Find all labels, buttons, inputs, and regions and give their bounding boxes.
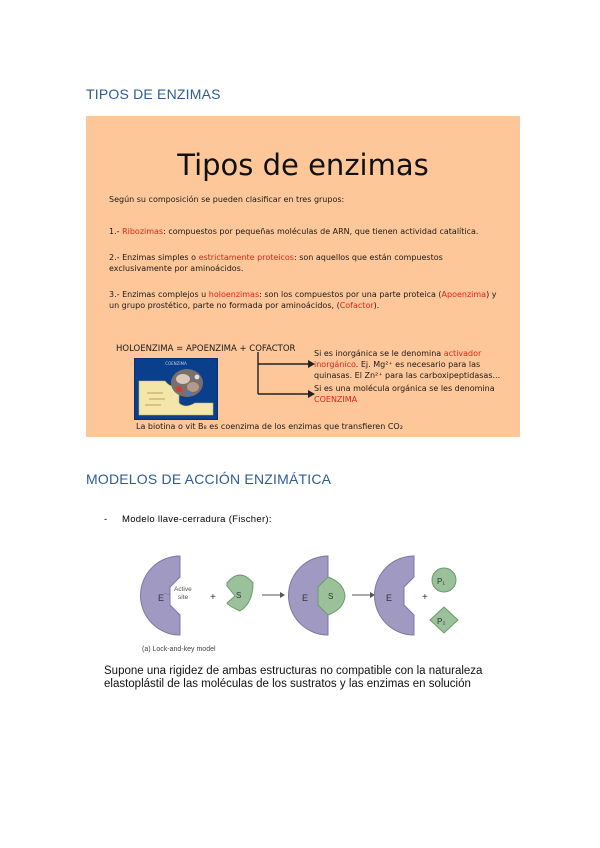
section-heading-tipos: TIPOS DE ENZIMAS	[86, 86, 221, 102]
point-2-term: estrictamente proteicos	[198, 253, 294, 262]
point-3-prefix: 3.- Enzimas complejos u	[109, 290, 209, 299]
inorg-text: . Ej. Mg²⁺ es necesario para las quinasas. El Zn²⁺ para las carboxipeptidasas...	[314, 360, 501, 380]
cofactor-term: Cofactor	[339, 301, 374, 310]
figure-caption: (a) Lock-and-key model	[142, 646, 216, 653]
bullet-dash: -	[104, 514, 108, 525]
holoenzima-formula: HOLOENZIMA = APOENZIMA + COFACTOR	[116, 344, 296, 354]
coenzima-term: COENZIMA	[314, 395, 358, 404]
organic-cofactor-note	[314, 383, 504, 405]
point-1-term: Ribozimas	[122, 227, 164, 236]
point-2-text: : son aquellos que están compuestos exclusivamente por aminoácidos.	[109, 253, 443, 273]
product-1-label: P₁	[437, 577, 446, 586]
plus-sign-2: +	[422, 592, 428, 603]
point-1-prefix: 1.-	[109, 227, 123, 236]
substrate-2-label: S	[328, 592, 334, 601]
biotina-note: La biotina o vit B₈ es coenzima de los enzimas que transfieren CO₂	[136, 422, 403, 431]
point-3-text: : son los compuestos por una parte proteica (	[259, 290, 442, 299]
bullet-text: Modelo llave-cerradura (Fischer):	[122, 514, 272, 525]
tipos-enzimas-slide	[86, 116, 520, 437]
point-1-text: : compuestos por pequeñas moléculas de ARN, que tienen actividad catalítica.	[163, 227, 479, 236]
org-prefix: Si es una molécula orgánica se les denomina	[314, 384, 495, 393]
active-site-label-1: Active	[174, 586, 192, 593]
slide-title: Tipos de enzimas	[177, 148, 429, 182]
enzyme-3-label: E	[386, 593, 393, 603]
point-3-end: ).	[373, 301, 380, 310]
active-site-label-2: site	[178, 594, 189, 601]
inorg-prefix: Si es inorgánica se le denomina	[314, 349, 444, 358]
section-heading-modelos: MODELOS DE ACCIÓN ENZIMÁTICA	[86, 471, 332, 487]
point-2-prefix: 2.- Enzimas simples o	[109, 253, 199, 262]
plus-sign-1: +	[210, 592, 216, 603]
lock-key-explanation: Supone una rigidez de ambas estructuras no compatible con la naturaleza elastoplástil de las moléculas de los sustratos y las enzimas en solución	[104, 665, 483, 690]
point-3-term: holoenzimas	[208, 290, 260, 299]
inorganic-cofactor-note	[314, 348, 504, 381]
substrate-1-label: S	[236, 591, 242, 600]
image-caption: COENZIMA	[165, 361, 187, 366]
slide-intro: Según su composición se pueden clasificar en tres grupos:	[109, 195, 345, 204]
apoenzima-term: Apoenzima	[441, 290, 487, 299]
enzyme-3	[375, 556, 415, 635]
inorg-term: activador inorgánico	[314, 349, 482, 369]
lock-and-key-figure	[140, 553, 480, 653]
enzyme-2-label: E	[302, 593, 309, 603]
enzyme-1-label: E	[158, 593, 165, 603]
product-2-label: P₂	[437, 617, 446, 626]
point-3-text-2: ) y un grupo prostético, parte no formada por aminoácidos, (	[109, 290, 497, 310]
